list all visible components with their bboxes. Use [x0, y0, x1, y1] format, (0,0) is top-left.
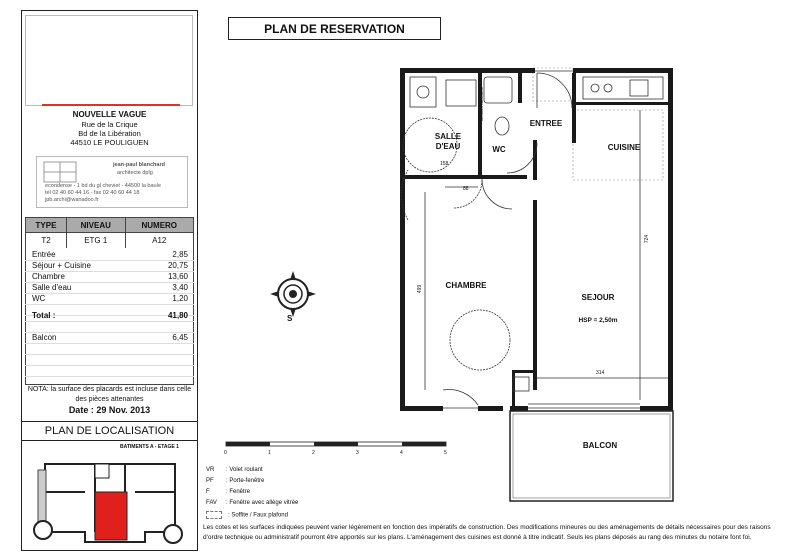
soffite-swatch	[206, 511, 222, 519]
header-type: TYPE	[26, 218, 67, 233]
localisation-caption: BATIMENTS A - ETAGE 1	[120, 444, 179, 450]
unit-niveau: ETG 1	[67, 233, 125, 249]
room-entree: ENTREE	[529, 119, 563, 128]
room-salle-deau: SALLE D'EAU	[434, 132, 462, 151]
localisation-map	[25, 442, 195, 550]
logo-accent-line	[42, 104, 180, 106]
scale-tick: 0	[224, 450, 227, 456]
room-wc: WC	[492, 145, 506, 154]
cloison-label: Cloison amovible	[479, 86, 484, 121]
unit-type: T2	[26, 233, 67, 249]
compass-rose-icon	[268, 270, 318, 328]
legend-item: F : Fenêtre	[206, 489, 251, 495]
surface-row: WC 1,20	[25, 294, 194, 305]
surface-row: Salle d'eau 3,40	[25, 283, 194, 294]
address-line: 44510 LE POULIGUEN	[70, 138, 149, 147]
legend-item: : Soffite / Faux plafond	[206, 511, 288, 519]
dimension-label: 499	[417, 284, 424, 294]
dimension-label: 88	[463, 186, 469, 192]
architect-title: architecte dplg	[117, 170, 153, 176]
architect-contact: jpb.archi@wanadoo.fr	[45, 197, 99, 203]
scale-tick: 3	[356, 450, 359, 456]
plan-title: PLAN DE RESERVATION	[228, 17, 441, 40]
unit-table	[25, 217, 194, 248]
surface-row: Chambre 13,60	[25, 272, 194, 283]
header-numero: NUMERO	[125, 218, 194, 233]
architect-contact: econdense - 1 bd du gl cheviet - 44500 la baule	[45, 183, 161, 189]
architect-name: jean-paul blanchard	[113, 162, 165, 168]
legend-item: PF : Porte-fenêtre	[206, 478, 265, 484]
surface-row: Séjour + Cuisine 20,75	[25, 261, 194, 272]
selected-unit-marker	[95, 492, 127, 540]
architect-contact: tél 02 40 60 44 16 - fax 02 40 60 44 18	[45, 190, 140, 196]
programme-name: NOUVELLE VAGUE	[72, 110, 147, 119]
compass-label: S	[287, 314, 293, 323]
room-cuisine: CUISINE	[607, 143, 641, 152]
empty-row	[25, 355, 194, 366]
logo-area	[25, 15, 193, 106]
room-balcon: BALCON	[582, 441, 618, 450]
total-row: Total : 41,80	[25, 311, 194, 322]
legend-item: VR : Volet roulant	[206, 467, 263, 473]
plan-date: Date : 29 Nov. 2013	[68, 405, 151, 415]
surface-row: Entrée 2,85	[25, 250, 194, 261]
legend-item: FAV : Fenêtre avec allège vitrée	[206, 500, 299, 506]
balcon-row: Balcon 6,45	[25, 333, 194, 344]
balcony-strip	[38, 470, 46, 525]
note-text: NOTA: la surface des placards est incluse dans celle des pièces attenantes	[27, 386, 192, 403]
localisation-title: PLAN DE LOCALISATION	[21, 421, 198, 441]
header-niveau: NIVEAU	[67, 218, 125, 233]
architect-card	[36, 156, 188, 208]
dimension-label: 724	[644, 234, 651, 244]
empty-row	[25, 366, 194, 377]
footnote: Les cotes et les surfaces indiquées peuvent varier légèrement en fonction des impératifs de construction. Des modifications mineures ou des aménagements de détails nécessaires pour des raisons d'ordre technique ou administratif pourront être apportés sur les plans. L'aménagement des cuisines est donné à titre indicatif. Seuls les plans déposés au rang des minutes du notaire font foi.	[203, 524, 771, 541]
dimension-label: 158	[440, 161, 449, 167]
scale-tick: 4	[400, 450, 403, 456]
address-line: Rue de la Crique	[81, 120, 138, 129]
scale-tick: 5	[444, 450, 447, 456]
scale-bar	[222, 438, 452, 452]
architect-logo-icon	[43, 161, 77, 183]
empty-row	[25, 322, 194, 333]
scale-tick: 1	[268, 450, 271, 456]
unit-numero: A12	[125, 233, 194, 249]
dimension-label: 314	[596, 370, 605, 376]
room-chambre: CHAMBRE	[445, 281, 487, 290]
scale-tick: 2	[312, 450, 315, 456]
ceiling-height: HSP = 2,50m	[578, 317, 618, 324]
empty-row	[25, 344, 194, 355]
room-sejour: SEJOUR	[581, 293, 615, 302]
address-line: Bd de la Libération	[78, 129, 141, 138]
